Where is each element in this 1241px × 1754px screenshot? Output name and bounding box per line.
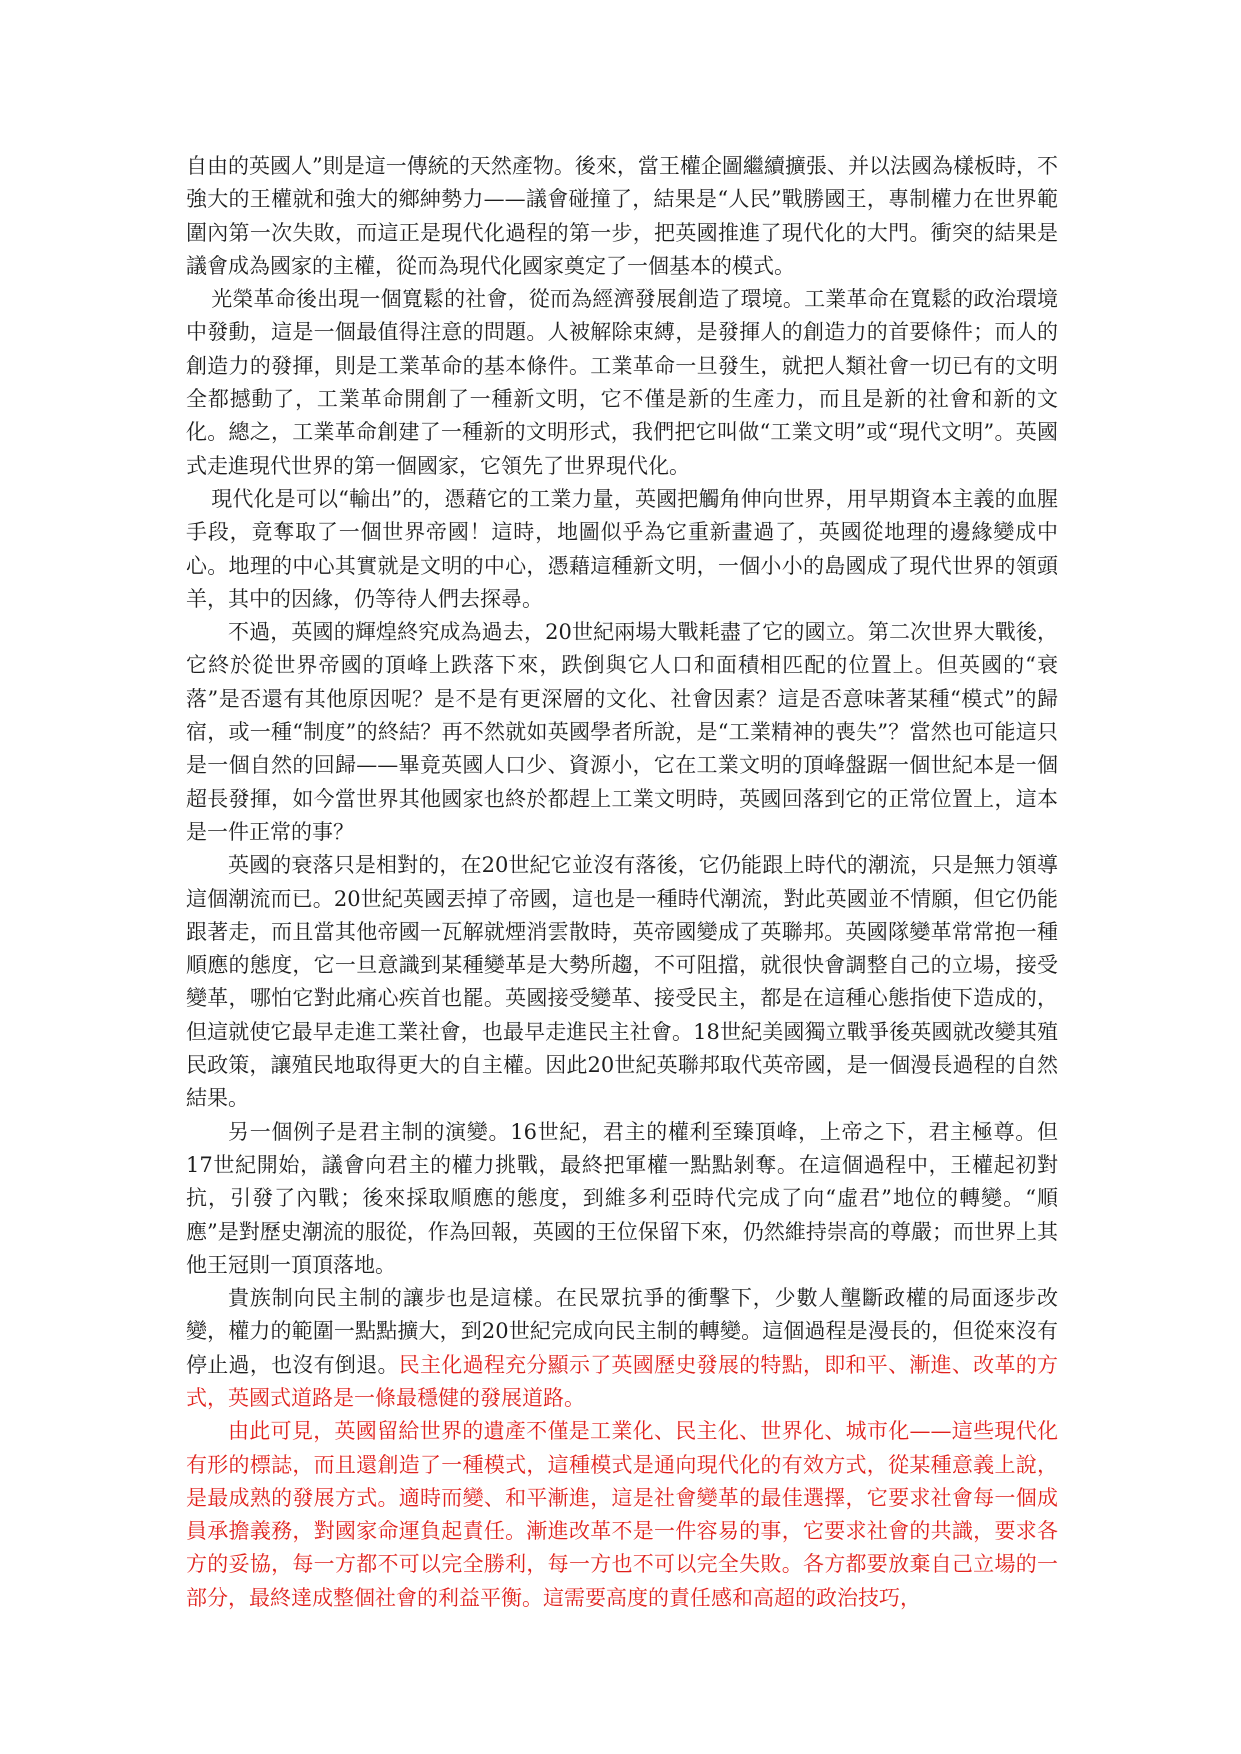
- paragraph-text: 另一個例子是君主制的演變。16世紀，君主的權利至臻頂峰，上帝之下，君主極尊。但17世紀開始，議會向君主的權力挑戰，最終把軍權一點點剝奪。在這個過程中，王權起初對抗，引發了內戰；後來採取順應的態度，到維多利亞時代完成了向“虛君”地位的轉變。“順應”是對歷史潮流的服從，作為回報，英國的王位保留下來，仍然維持崇高的尊嚴；而世界上其他王冠則一頂頂落地。: [186, 1119, 1058, 1277]
- paragraph-text: 不過，英國的輝煌終究成為過去，20世紀兩場大戰耗盡了它的國立。第二次世界大戰後，它終於從世界帝國的頂峰上跌落下來，跌倒與它人口和面積相匹配的位置上。但英國的“衰落”是否還有其他原因呢？是不是有更深層的文化、社會因素？這是否意味著某種“模式”的歸宿，或一種“制度”的終結？再不然就如英國學者所說，是“工業精神的喪失”？當然也可能這只是一個自然的回歸——畢竟英國人口少、資源小，它在工業文明的頂峰盤踞一個世紀本是一個超長發揮，如今當世界其他國家也終於都趕上工業文明時，英國回落到它的正常位置上，這本是一件正常的事？: [186, 620, 1058, 844]
- highlighted-text: 由此可見，英國留給世界的遺產不僅是工業化、民主化、世界化、城市化——這些現代化有形的標誌，而且還創造了一種模式，這種模式是通向現代化的有效方式，從某種意義上說，是最成熟的發展方式。適時而變、和平漸進，這是社會變革的最佳選擇，它要求社會每一個成員承擔義務，對國家命運負起責任。漸進改革不是一件容易的事，它要求社會的共識，要求各方的妥協，每一方都不可以完全勝利，每一方也不可以完全失敗。各方都要放棄自己立場的一部分，最終達成整個社會的利益平衡。這需要高度的責任感和高超的政治技巧，: [186, 1419, 1058, 1610]
- paragraph: [186, 1415, 1058, 1615]
- paragraph-text: 光榮革命後出現一個寬鬆的社會，從而為經濟發展創造了環境。工業革命在寬鬆的政治環境中發動，這是一個最值得注意的問題。人被解除束縛，是發揮人的創造力的首要條件；而人的創造力的發揮，則是工業革命的基本條件。工業革命一旦發生，就把人類社會一切已有的文明全都撼動了，工業革命開創了一種新文明，它不僅是新的生產力，而且是新的社會和新的文化。總之，工業革命創建了一種新的文明形式，我們把它叫做“工業文明”或“現代文明”。英國式走進現代世界的第一個國家，它領先了世界現代化。: [186, 287, 1058, 478]
- paragraph-text: 貴族制向民主制的讓步也是這樣。在民眾抗爭的衝擊下，少數人壟斷政權的局面逐步改變，權力的範圍一點點擴大，到20世紀完成向民主制的轉變。這個過程是漫長的，但從來沒有停止過，也沒有倒退。: [186, 1286, 1058, 1377]
- paragraph-text: 英國的衰落只是相對的，在20世紀它並沒有落後，它仍能跟上時代的潮流，只是無力領導這個潮流而已。20世紀英國丟掉了帝國，這也是一種時代潮流，對此英國並不情願，但它仍能跟著走，而且當其他帝國一瓦解就煙消雲散時，英帝國變成了英聯邦。英國隊變革常常抱一種順應的態度，它一旦意識到某種變革是大勢所趨，不可阻擋，就很快會調整自己的立場，接受變革，哪怕它對此痛心疾首也罷。英國接受變革、接受民主，都是在這種心態指使下造成的，但這就使它最早走進工業社會，也最早走進民主社會。18世紀美國獨立戰爭後英國就改變其殖民政策，讓殖民地取得更大的自主權。因此20世紀英聯邦取代英帝國，是一個漫長過程的自然結果。: [186, 853, 1058, 1111]
- paragraph: [186, 1282, 1058, 1415]
- paragraph: [186, 150, 1058, 283]
- paragraph: [186, 1116, 1058, 1282]
- document-page: [186, 150, 1058, 1615]
- paragraph: [186, 283, 1058, 483]
- paragraph-text: 現代化是可以“輸出”的，憑藉它的工業力量，英國把觸角伸向世界，用早期資本主義的血腥手段，竟奪取了一個世界帝國！這時，地圖似乎為它重新畫過了，英國從地理的邊緣變成中心。地理的中心其實就是文明的中心，憑藉這種新文明，一個小小的島國成了現代世界的領頭羊，其中的因緣，仍等待人們去探尋。: [186, 486, 1058, 611]
- paragraph: [186, 849, 1058, 1115]
- paragraph: [186, 483, 1058, 616]
- paragraph: [186, 616, 1058, 849]
- highlighted-text: 民主化過程充分顯示了英國歷史發展的特點，即和平、漸進、改革的方式，英國式道路是一條最穩健的發展道路。: [186, 1352, 1058, 1410]
- paragraph-text: 自由的英國人”則是這一傳統的天然產物。後來，當王權企圖繼續擴張、并以法國為樣板時，不強大的王權就和強大的鄉紳勢力——議會碰撞了，結果是“人民”戰勝國王，專制權力在世界範圍內第一次失敗，而這正是現代化過程的第一步，把英國推進了現代化的大門。衝突的結果是議會成為國家的主權，從而為現代化國家奠定了一個基本的模式。: [186, 154, 1058, 278]
